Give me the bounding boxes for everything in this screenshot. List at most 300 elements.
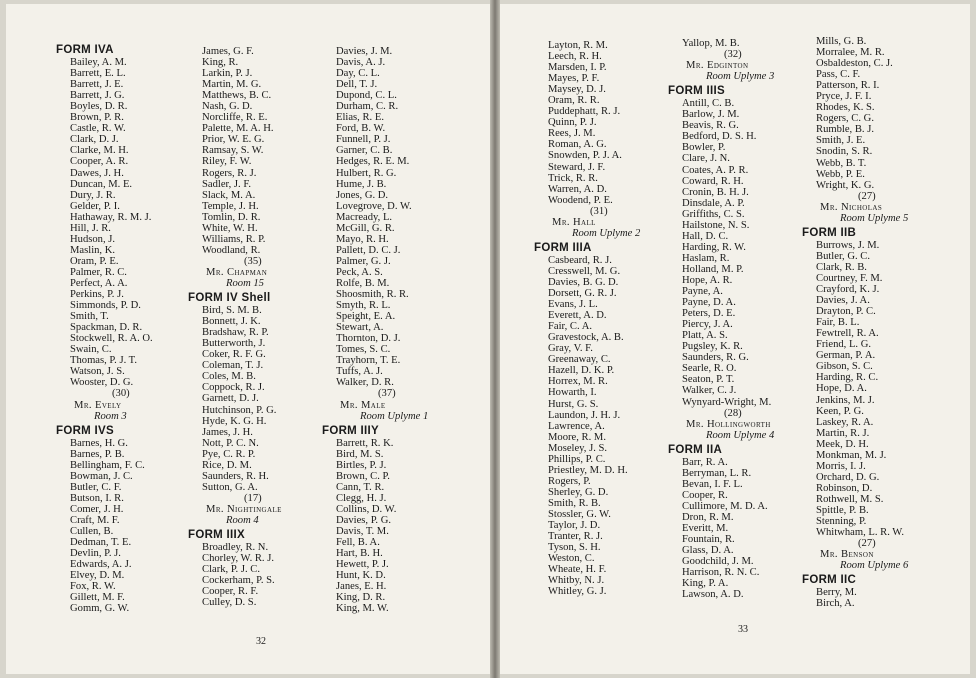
pupil-name: Horrex, M. R. bbox=[548, 376, 608, 388]
pupil-name: McGill, G. R. bbox=[336, 222, 395, 234]
pupil-name: Nott, P. C. N. bbox=[202, 437, 259, 449]
pupil-name: Elvey, D. M. bbox=[70, 570, 125, 582]
pupil-name: Riley, F. W. bbox=[202, 156, 252, 168]
pupil-name: Morris, I. J. bbox=[816, 460, 866, 472]
pupil-name: Holland, M. P. bbox=[682, 263, 744, 275]
pupil-name: Stockwell, R. A. O. bbox=[70, 333, 153, 345]
column-6 bbox=[802, 36, 909, 610]
pupil-name: Seaton, P. T. bbox=[682, 374, 735, 386]
pupil-name: Quinn, P. J. bbox=[548, 117, 597, 129]
pupil-name: Cresswell, M. G. bbox=[548, 265, 621, 277]
pupil-name: Marsden, I. P. bbox=[548, 62, 607, 74]
pupil-name: Hart, B. H. bbox=[336, 548, 383, 560]
pupil-name: Collins, D. W. bbox=[336, 503, 397, 515]
pupil-name: Casbeard, R. J. bbox=[548, 254, 612, 266]
form-heading: FORM IIC bbox=[802, 574, 857, 587]
form-heading: FORM IIA bbox=[668, 443, 723, 456]
pupil-name: Clare, J. N. bbox=[682, 153, 730, 165]
pupil-name: Cann, T. R. bbox=[336, 481, 385, 493]
pupil-name: Fewtrell, R. A. bbox=[816, 328, 879, 340]
pupil-name: Speight, E. A. bbox=[336, 311, 396, 323]
pupil-name: Davies, B. G. D. bbox=[548, 276, 619, 288]
column-4 bbox=[534, 40, 641, 598]
form-count: (30) bbox=[112, 388, 130, 400]
pupil-name: Watson, J. S. bbox=[70, 366, 125, 378]
pupil-name: Bird, S. M. B. bbox=[202, 305, 262, 317]
pupil-name: Griffiths, C. S. bbox=[682, 208, 745, 220]
pupil-name: Coward, R. H. bbox=[682, 175, 744, 187]
pupil-name: Haslam, R. bbox=[682, 252, 730, 264]
pupil-name: Sadler, J. F. bbox=[202, 178, 252, 190]
pupil-name: Birch, A. bbox=[816, 598, 855, 610]
pupil-name: Platt, A. S. bbox=[682, 330, 728, 342]
book-gutter bbox=[490, 0, 500, 678]
pupil-name: Williams, R. P. bbox=[202, 233, 266, 245]
pupil-name: Wooster, D. G. bbox=[70, 377, 134, 389]
pupil-name: Martin, M. G. bbox=[202, 79, 262, 91]
pupil-name: Boyles, D. R. bbox=[70, 101, 128, 113]
pupil-name: Moseley, J. S. bbox=[548, 442, 608, 454]
pupil-name: Tomlin, D. R. bbox=[202, 211, 261, 223]
pupil-name: Duncan, M. E. bbox=[70, 178, 133, 190]
pupil-name: Hyde, K. G. H. bbox=[202, 415, 267, 427]
pupil-name: Castle, R. W. bbox=[70, 123, 126, 135]
pupil-name: Beavis, R. G. bbox=[682, 120, 739, 132]
pupil-name: Tranter, R. J. bbox=[548, 531, 603, 543]
pupil-name: Cullimore, M. D. A. bbox=[682, 500, 768, 512]
pupil-name: Dupond, C. L. bbox=[336, 90, 397, 102]
form-room: Room 15 bbox=[226, 277, 264, 289]
pupil-name: Ford, B. W. bbox=[336, 123, 386, 135]
form-count: (17) bbox=[244, 492, 262, 504]
pupil-name: Davies, J. M. bbox=[336, 46, 393, 57]
pupil-name: White, W. H. bbox=[202, 222, 258, 234]
pupil-name: Smith, T. bbox=[70, 311, 109, 323]
pupil-name: Whitby, N. J. bbox=[548, 575, 605, 587]
pupil-name: Saunders, R. H. bbox=[202, 470, 269, 482]
pupil-name: Janes, E. H. bbox=[336, 581, 387, 593]
pupil-name: Barr, R. A. bbox=[682, 456, 728, 468]
form-master: Mr. Male bbox=[340, 399, 386, 411]
pupil-name: Chorley, W. R. J. bbox=[202, 553, 275, 565]
form-heading: FORM IVA bbox=[56, 44, 114, 56]
pupil-name: Peck, A. S. bbox=[336, 266, 383, 278]
pupil-name: Antill, C. B. bbox=[682, 98, 735, 110]
pupil-name: Smyth, R. L. bbox=[336, 300, 391, 312]
pupil-name: Hudson, J. bbox=[70, 233, 116, 245]
pupil-name: Barrett, E. L. bbox=[70, 68, 126, 80]
pupil-name: Davis, T. M. bbox=[336, 526, 389, 538]
pupil-name: Coker, R. F. G. bbox=[202, 349, 266, 361]
pupil-name: Cockerham, P. S. bbox=[202, 575, 275, 587]
pupil-name: Thomas, P. J. T. bbox=[70, 355, 138, 367]
pupil-name: King, M. W. bbox=[336, 603, 389, 615]
pupil-name: Garnett, D. J. bbox=[202, 393, 259, 405]
pupil-name: Palmer, R. C. bbox=[70, 266, 127, 278]
pupil-name: Snodin, S. R. bbox=[816, 146, 873, 158]
pupil-name: Simmonds, P. D. bbox=[70, 300, 141, 312]
pupil-name: Maslin, K. bbox=[70, 244, 116, 256]
column-3 bbox=[322, 46, 429, 615]
pupil-name: Mayes, P. F. bbox=[548, 73, 600, 85]
pupil-name: Durham, C. R. bbox=[336, 101, 399, 113]
pupil-name: Hope, D. A. bbox=[816, 383, 867, 395]
pupil-name: Mayo, R. H. bbox=[336, 233, 389, 245]
form-master: Mr. Hall bbox=[552, 216, 596, 228]
pupil-name: Edwards, A. J. bbox=[70, 559, 132, 571]
pupil-name: Tyson, S. H. bbox=[548, 542, 601, 554]
pupil-name: Fair, B. L. bbox=[816, 317, 860, 329]
pupil-name: Steward, J. F. bbox=[548, 161, 606, 173]
pupil-name: Comer, J. H. bbox=[70, 503, 124, 515]
pupil-name: Dinsdale, A. P. bbox=[682, 197, 745, 209]
pupil-name: Crayford, K. J. bbox=[816, 284, 880, 296]
form-heading: FORM IIIS bbox=[668, 85, 726, 98]
pupil-name: Swain, C. bbox=[70, 344, 112, 356]
form-room: Room Uplyme 3 bbox=[706, 71, 775, 83]
form-master: Mr. Benson bbox=[820, 549, 874, 561]
pupil-name: Matthews, B. C. bbox=[202, 90, 272, 102]
pupil-name: Devlin, P. J. bbox=[70, 548, 121, 560]
form-heading: FORM IIIY bbox=[322, 424, 380, 437]
pupil-name: Prior, W. E. G. bbox=[202, 134, 265, 146]
form-room: Room Uplyme 6 bbox=[840, 560, 909, 572]
pupil-name: Pugsley, K. R. bbox=[682, 341, 743, 353]
pupil-name: Funnell, P. J. bbox=[336, 134, 391, 146]
pupil-name: Fell, B. A. bbox=[336, 537, 380, 549]
pupil-name: Lawson, A. D. bbox=[682, 589, 744, 601]
pupil-name: Courtney, F. M. bbox=[816, 272, 883, 284]
pupil-name: Broadley, R. N. bbox=[202, 542, 269, 554]
pupil-name: Hutchinson, P. G. bbox=[202, 404, 277, 416]
form-master: Mr. Chapman bbox=[206, 266, 268, 278]
pupil-name: Larkin, P. J. bbox=[202, 68, 253, 80]
pupil-name: Harding, R. W. bbox=[682, 241, 746, 253]
pupil-name: Bevan, I. F. L. bbox=[682, 478, 743, 490]
pupil-name: Rogers, P. bbox=[548, 475, 591, 487]
form-heading: FORM IV Shell bbox=[188, 292, 271, 305]
column-5 bbox=[668, 38, 775, 601]
pupil-name: Piercy, J. A. bbox=[682, 319, 733, 331]
pupil-name: Clark, P. J. C. bbox=[202, 564, 260, 576]
page-number-right: 33 bbox=[738, 624, 748, 635]
pupil-name: Whitwham, L. R. W. bbox=[816, 527, 904, 539]
pupil-name: King, P. A. bbox=[682, 578, 729, 590]
pupil-name: Spittle, P. B. bbox=[816, 504, 869, 516]
pupil-name: Pryce, J. F. I. bbox=[816, 91, 872, 103]
pupil-name: Hazell, D. K. P. bbox=[548, 365, 615, 377]
pupil-name: Pallett, D. C. J. bbox=[336, 244, 401, 256]
pupil-name: Morralee, M. R. bbox=[816, 47, 885, 59]
pupil-name: Bedford, D. S. H. bbox=[682, 131, 757, 143]
form-heading: FORM IIB bbox=[802, 226, 857, 239]
pupil-name: Hewett, P. J. bbox=[336, 559, 389, 571]
pupil-name: Coleman, T. J. bbox=[202, 360, 264, 372]
pupil-name: Clarke, M. H. bbox=[70, 145, 129, 157]
pupil-name: Keen, P. G. bbox=[816, 405, 864, 417]
pupil-name: Coles, M. B. bbox=[202, 371, 256, 383]
pupil-name: Barrett, J. E. bbox=[70, 79, 124, 91]
pupil-name: Laskey, R. A. bbox=[816, 416, 874, 428]
pupil-name: Meek, D. H. bbox=[816, 438, 869, 450]
pupil-name: Woodland, R. bbox=[202, 244, 261, 256]
pupil-name: Tuffs, A. J. bbox=[336, 366, 383, 378]
pupil-name: Rogers, R. J. bbox=[202, 167, 257, 179]
pupil-name: Harrison, R. N. C. bbox=[682, 567, 760, 579]
pupil-name: Phillips, P. C. bbox=[548, 453, 606, 465]
pupil-name: Trick, R. R. bbox=[548, 172, 598, 184]
pupil-name: Martin, R. J. bbox=[816, 427, 870, 439]
pupil-name: Monkman, M. J. bbox=[816, 449, 887, 461]
pupil-name: Dawes, J. H. bbox=[70, 167, 124, 179]
pupil-name: Greenaway, C. bbox=[548, 354, 611, 366]
pupil-name: Norcliffe, R. E. bbox=[202, 112, 268, 124]
pupil-name: Bowman, J. C. bbox=[70, 470, 133, 482]
form-room: Room Uplyme 1 bbox=[360, 410, 429, 422]
pupil-name: Burrows, J. M. bbox=[816, 239, 880, 251]
pupil-name: Moore, R. M. bbox=[548, 431, 606, 443]
pupil-name: Taylor, J. D. bbox=[548, 520, 601, 532]
pupil-name: Hurst, G. S. bbox=[548, 398, 599, 410]
pupil-name: Birtles, P. J. bbox=[336, 459, 387, 471]
pupil-name: Smith, J. E. bbox=[816, 135, 866, 147]
form-heading: FORM IIIX bbox=[188, 529, 246, 542]
pupil-name: Dron, R. M. bbox=[682, 511, 734, 523]
pupil-name: Everitt, M. bbox=[682, 523, 729, 535]
pupil-name: Hill, J. R. bbox=[70, 222, 111, 234]
form-heading: FORM IVS bbox=[56, 424, 114, 437]
pupil-name: Webb, P. E. bbox=[816, 168, 865, 180]
pupil-name: Craft, M. F. bbox=[70, 514, 120, 526]
form-master: Mr. Hollingworth bbox=[686, 418, 771, 430]
pupil-name: Spackman, D. R. bbox=[70, 322, 143, 334]
pupil-name: Barrett, R. K. bbox=[336, 437, 394, 449]
pupil-name: Rees, J. M. bbox=[548, 128, 596, 140]
pupil-name: Puddephatt, R. J. bbox=[548, 106, 621, 118]
form-count: (27) bbox=[858, 538, 876, 550]
form-room: Room Uplyme 4 bbox=[706, 429, 775, 441]
pupil-name: Whitley, G. J. bbox=[548, 586, 607, 598]
pupil-name: Ramsay, S. W. bbox=[202, 145, 264, 157]
form-master: Mr. Nightingale bbox=[206, 503, 282, 515]
pupil-name: Trayhorn, T. E. bbox=[336, 355, 401, 367]
pupil-name: Hathaway, R. M. J. bbox=[70, 211, 152, 223]
pupil-name: Bonnett, J. K. bbox=[202, 316, 261, 328]
pupil-name: James, G. F. bbox=[202, 46, 254, 57]
form-master: Mr. Nicholas bbox=[820, 201, 883, 213]
pupil-name: Orchard, D. G. bbox=[816, 471, 880, 483]
pupil-name: Macready, L. bbox=[336, 211, 393, 223]
pupil-name: King, R. bbox=[202, 57, 239, 69]
pupil-name: Barnes, P. B. bbox=[70, 448, 125, 460]
pupil-name: Sutton, G. A. bbox=[202, 481, 258, 493]
pupil-name: Clark, R. B. bbox=[816, 261, 867, 273]
pupil-name: Warren, A. D. bbox=[548, 183, 607, 195]
pupil-name: Clark, D. J. bbox=[70, 134, 119, 146]
form-count: (31) bbox=[590, 205, 608, 217]
pupil-name: Palette, M. A. H. bbox=[202, 123, 274, 135]
form-count: (35) bbox=[244, 255, 262, 267]
pupil-name: Sherley, G. D. bbox=[548, 486, 609, 498]
pupil-name: Clegg, H. J. bbox=[336, 492, 387, 504]
form-count: (37) bbox=[378, 388, 396, 400]
pupil-name: Mills, G. B. bbox=[816, 36, 867, 47]
pupil-name: Payne, A. bbox=[682, 286, 723, 298]
pupil-name: Gravestock, A. B. bbox=[548, 332, 624, 344]
pupil-name: Perfect, A. A. bbox=[70, 277, 128, 289]
pupil-name: Smith, R. B. bbox=[548, 497, 601, 509]
pupil-name: Webb, B. T. bbox=[816, 157, 867, 169]
pupil-name: Oram, P. E. bbox=[70, 255, 119, 267]
pupil-name: Osbaldeston, C. J. bbox=[816, 58, 893, 70]
pupil-name: Stossler, G. W. bbox=[548, 508, 611, 520]
pupil-name: Walker, D. R. bbox=[336, 377, 394, 389]
pupil-name: Thornton, D. J. bbox=[336, 333, 401, 345]
pupil-name: Cooper, R. bbox=[682, 489, 728, 501]
pupil-name: Lawrence, A. bbox=[548, 420, 605, 432]
pupil-name: Rothwell, M. S. bbox=[816, 493, 884, 505]
pupil-name: Tomes, S. C. bbox=[336, 344, 391, 356]
pupil-name: Wynyard-Wright, M. bbox=[682, 396, 772, 408]
pupil-name: Patterson, R. I. bbox=[816, 80, 880, 92]
pupil-name: Dury, J. R. bbox=[70, 189, 116, 201]
pupil-name: Fox, R. W. bbox=[70, 581, 116, 593]
pupil-name: Shoosmith, R. R. bbox=[336, 289, 409, 301]
pupil-name: Butler, G. C. bbox=[816, 250, 871, 262]
pupil-name: Laundon, J. H. J. bbox=[548, 409, 621, 421]
pupil-name: Butson, I. R. bbox=[70, 492, 124, 504]
pupil-name: Friend, L. G. bbox=[816, 339, 872, 351]
pupil-name: German, P. A. bbox=[816, 350, 876, 362]
pupil-name: Robinson, D. bbox=[816, 482, 873, 494]
pupil-name: Barnes, H. G. bbox=[70, 437, 128, 449]
column-2 bbox=[188, 46, 282, 609]
pupil-name: Wheate, H. F. bbox=[548, 564, 607, 576]
pupil-name: Wright, K. G. bbox=[816, 179, 875, 191]
pupil-name: Hope, A. R. bbox=[682, 274, 733, 286]
pupil-name: Stenning, P. bbox=[816, 516, 867, 528]
pupil-name: Cullen, B. bbox=[70, 526, 114, 538]
pupil-name: Davis, A. J. bbox=[336, 57, 386, 69]
pupil-name: Slack, M. A. bbox=[202, 189, 256, 201]
form-heading: FORM IIIA bbox=[534, 241, 592, 254]
pupil-name: Cooper, R. F. bbox=[202, 586, 259, 598]
pupil-name: Rice, D. M. bbox=[202, 459, 252, 471]
pupil-name: Howarth, I. bbox=[548, 387, 597, 399]
pupil-name: Searle, R. O. bbox=[682, 363, 737, 375]
pupil-name: Maysey, D. J. bbox=[548, 84, 606, 96]
form-room: Room Uplyme 2 bbox=[572, 227, 641, 239]
pupil-name: Barrett, J. G. bbox=[70, 90, 125, 102]
pupil-name: James, J. H. bbox=[202, 426, 253, 438]
pupil-name: Hulbert, R. G. bbox=[336, 167, 397, 179]
pupil-name: Fountain, R. bbox=[682, 534, 735, 546]
pupil-name: Yallop, M. B. bbox=[682, 38, 740, 49]
pupil-name: Woodend, P. E. bbox=[548, 194, 613, 206]
pupil-name: Bowler, P. bbox=[682, 142, 726, 154]
pupil-name: Rumble, B. J. bbox=[816, 124, 874, 136]
pupil-name: Davies, P. G. bbox=[336, 514, 392, 526]
pupil-name: Culley, D. S. bbox=[202, 597, 257, 609]
page-number-left: 32 bbox=[256, 636, 266, 647]
form-room: Room Uplyme 5 bbox=[840, 212, 909, 224]
pupil-name: Hunt, K. D. bbox=[336, 570, 386, 582]
pupil-name: Hall, D. C. bbox=[682, 230, 729, 242]
pupil-name: Everett, A. D. bbox=[548, 310, 607, 322]
column-1 bbox=[56, 44, 153, 615]
pupil-name: Weston, C. bbox=[548, 553, 595, 565]
pupil-name: Brown, P. R. bbox=[70, 112, 124, 124]
pupil-name: Bailey, A. M. bbox=[70, 57, 127, 69]
pupil-name: King, D. R. bbox=[336, 592, 386, 604]
pupil-name: Elias, R. E. bbox=[336, 112, 384, 124]
pupil-name: Brown, C. P. bbox=[336, 470, 390, 482]
pupil-name: Cronin, B. H. J. bbox=[682, 186, 749, 198]
pupil-name: Dell, T. J. bbox=[336, 79, 378, 91]
pupil-name: Gomm, G. W. bbox=[70, 603, 130, 615]
pupil-name: Davies, J. A. bbox=[816, 295, 870, 307]
pupil-name: Hedges, R. E. M. bbox=[336, 156, 410, 168]
pupil-name: Rolfe, B. M. bbox=[336, 277, 390, 289]
pupil-name: Priestley, M. D. H. bbox=[548, 464, 628, 476]
pupil-name: Oram, R. R. bbox=[548, 95, 600, 107]
pupil-name: Hume, J. B. bbox=[336, 178, 387, 190]
form-master: Mr. Evely bbox=[74, 399, 122, 411]
form-room: Room 4 bbox=[226, 514, 259, 526]
pupil-name: Gelder, P. I. bbox=[70, 200, 120, 212]
pupil-name: Palmer, G. J. bbox=[336, 255, 391, 267]
pupil-name: Payne, D. A. bbox=[682, 297, 736, 309]
pupil-name: Berryman, L. R. bbox=[682, 467, 752, 479]
form-count: (27) bbox=[858, 190, 876, 202]
pupil-name: Peters, D. E. bbox=[682, 308, 736, 320]
pupil-name: Walker, C. J. bbox=[682, 385, 737, 397]
pupil-name: Goodchild, J. M. bbox=[682, 556, 754, 568]
pupil-name: Evans, J. L. bbox=[548, 299, 598, 311]
pupil-name: Bradshaw, R. P. bbox=[202, 327, 269, 339]
pupil-name: Dedman, T. E. bbox=[70, 537, 132, 549]
pupil-name: Berry, M. bbox=[816, 587, 857, 599]
pupil-name: Cooper, A. R. bbox=[70, 156, 129, 168]
pupil-name: Rogers, C. G. bbox=[816, 113, 874, 125]
pupil-name: Stewart, A. bbox=[336, 322, 384, 334]
pupil-name: Layton, R. M. bbox=[548, 40, 608, 51]
form-room: Room 3 bbox=[94, 410, 127, 422]
pupil-name: Gibson, S. C. bbox=[816, 361, 873, 373]
pupil-name: Bird, M. S. bbox=[336, 448, 384, 460]
pupil-name: Butler, C. F. bbox=[70, 481, 122, 493]
pupil-name: Rhodes, K. S. bbox=[816, 102, 875, 114]
pupil-name: Dorsett, G. R. J. bbox=[548, 288, 617, 300]
pupil-name: Butterworth, J. bbox=[202, 338, 266, 350]
pupil-name: Temple, J. H. bbox=[202, 200, 259, 212]
pupil-name: Drayton, P. C. bbox=[816, 306, 876, 318]
pupil-name: Barlow, J. M. bbox=[682, 109, 740, 121]
pupil-name: Bellingham, F. C. bbox=[70, 459, 145, 471]
pupil-name: Harding, R. C. bbox=[816, 372, 879, 384]
pupil-name: Garner, C. B. bbox=[336, 145, 393, 157]
pupil-name: Lovegrove, D. W. bbox=[336, 200, 412, 212]
pupil-name: Roman, A. G. bbox=[548, 139, 607, 151]
form-master: Mr. Edginton bbox=[686, 60, 749, 72]
pupil-name: Nash, G. D. bbox=[202, 101, 253, 113]
pupil-name: Leech, R. H. bbox=[548, 51, 602, 63]
pupil-name: Gray, V. F. bbox=[548, 343, 593, 355]
pupil-name: Hailstone, N. S. bbox=[682, 219, 750, 231]
pupil-name: Perkins, P. J. bbox=[70, 289, 124, 301]
form-count: (28) bbox=[724, 407, 742, 419]
form-count: (32) bbox=[724, 49, 742, 61]
